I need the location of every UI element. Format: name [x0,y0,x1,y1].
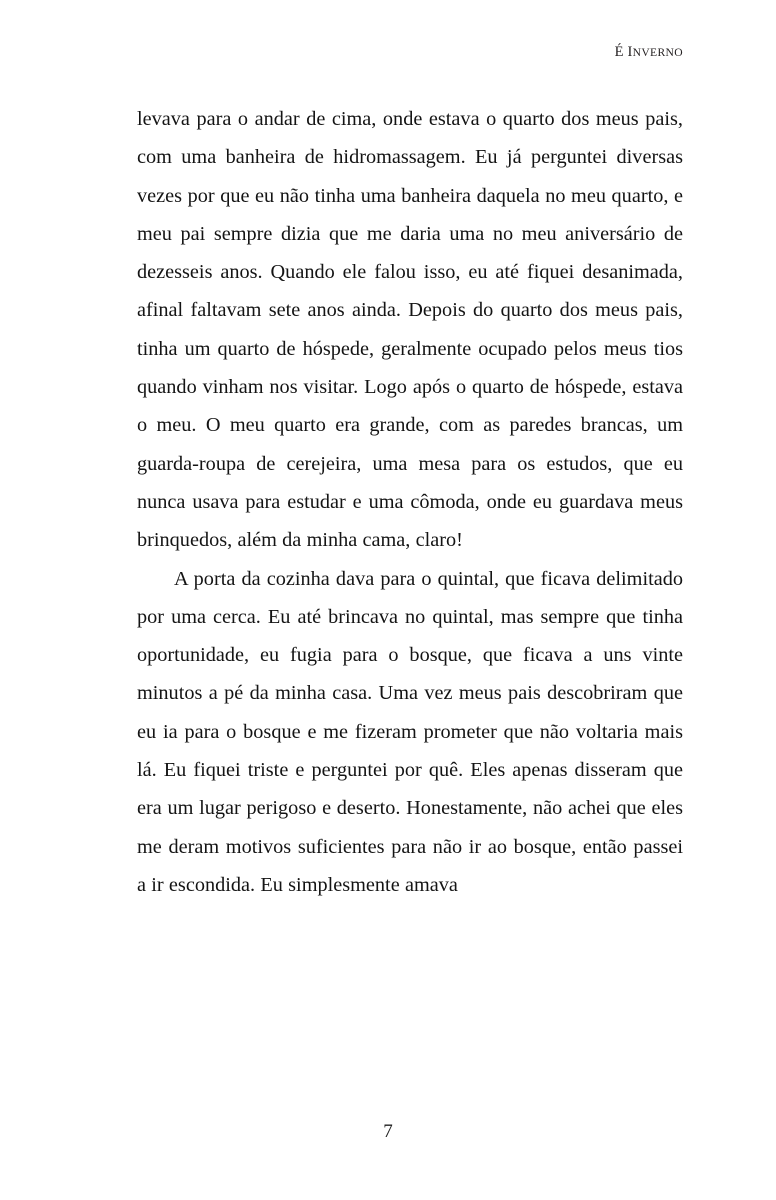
running-head-initial: É I [614,44,633,60]
page-number: 7 [383,1121,393,1142]
paragraph-2: A porta da cozinha dava para o quintal, que ficava delimitado por uma cerca. Eu até brincava no quintal, mas sempre que tinha oportunidade, eu fugia para o bosque, que ficava a uns vinte minutos a pé da minha casa. Uma vez meus pais descobriram que eu ia para o bosque e me fizeram prometer que não voltaria mais lá. Eu fiquei triste e perguntei por quê. Eles apenas disseram que era um lugar perigoso e deserto. Honestamente, não achei que eles me deram motivos suficientes para não ir ao bosque, então passei a ir escondida. Eu simplesmente amava [137,567,683,896]
running-head-smallcaps: NVERNO [632,46,683,59]
body-text-block [137,100,683,904]
running-head [137,45,683,61]
paragraph-1: levava para o andar de cima, onde estava o quarto dos meus pais, com uma banheira de hidromassagem. Eu já perguntei diversas vezes por que eu não tinha uma banheira daquela no meu quarto, e meu pai sempre dizia que me daria uma no meu aniversário de dezesseis anos. Quando ele falou isso, eu até fiquei desanimada, afinal faltavam sete anos ainda. Depois do quarto dos meus pais, tinha um quarto de hóspede, geralmente ocupado pelos meus tios quando vinham nos visitar. Logo após o quarto de hóspede, estava o meu. O meu quarto era grande, com as paredes brancas, um guarda-roupa de cerejeira, uma mesa para os estudos, que eu nunca usava para estudar e uma cômoda, onde eu guardava meus brinquedos, além da minha cama, claro! [137,108,683,552]
